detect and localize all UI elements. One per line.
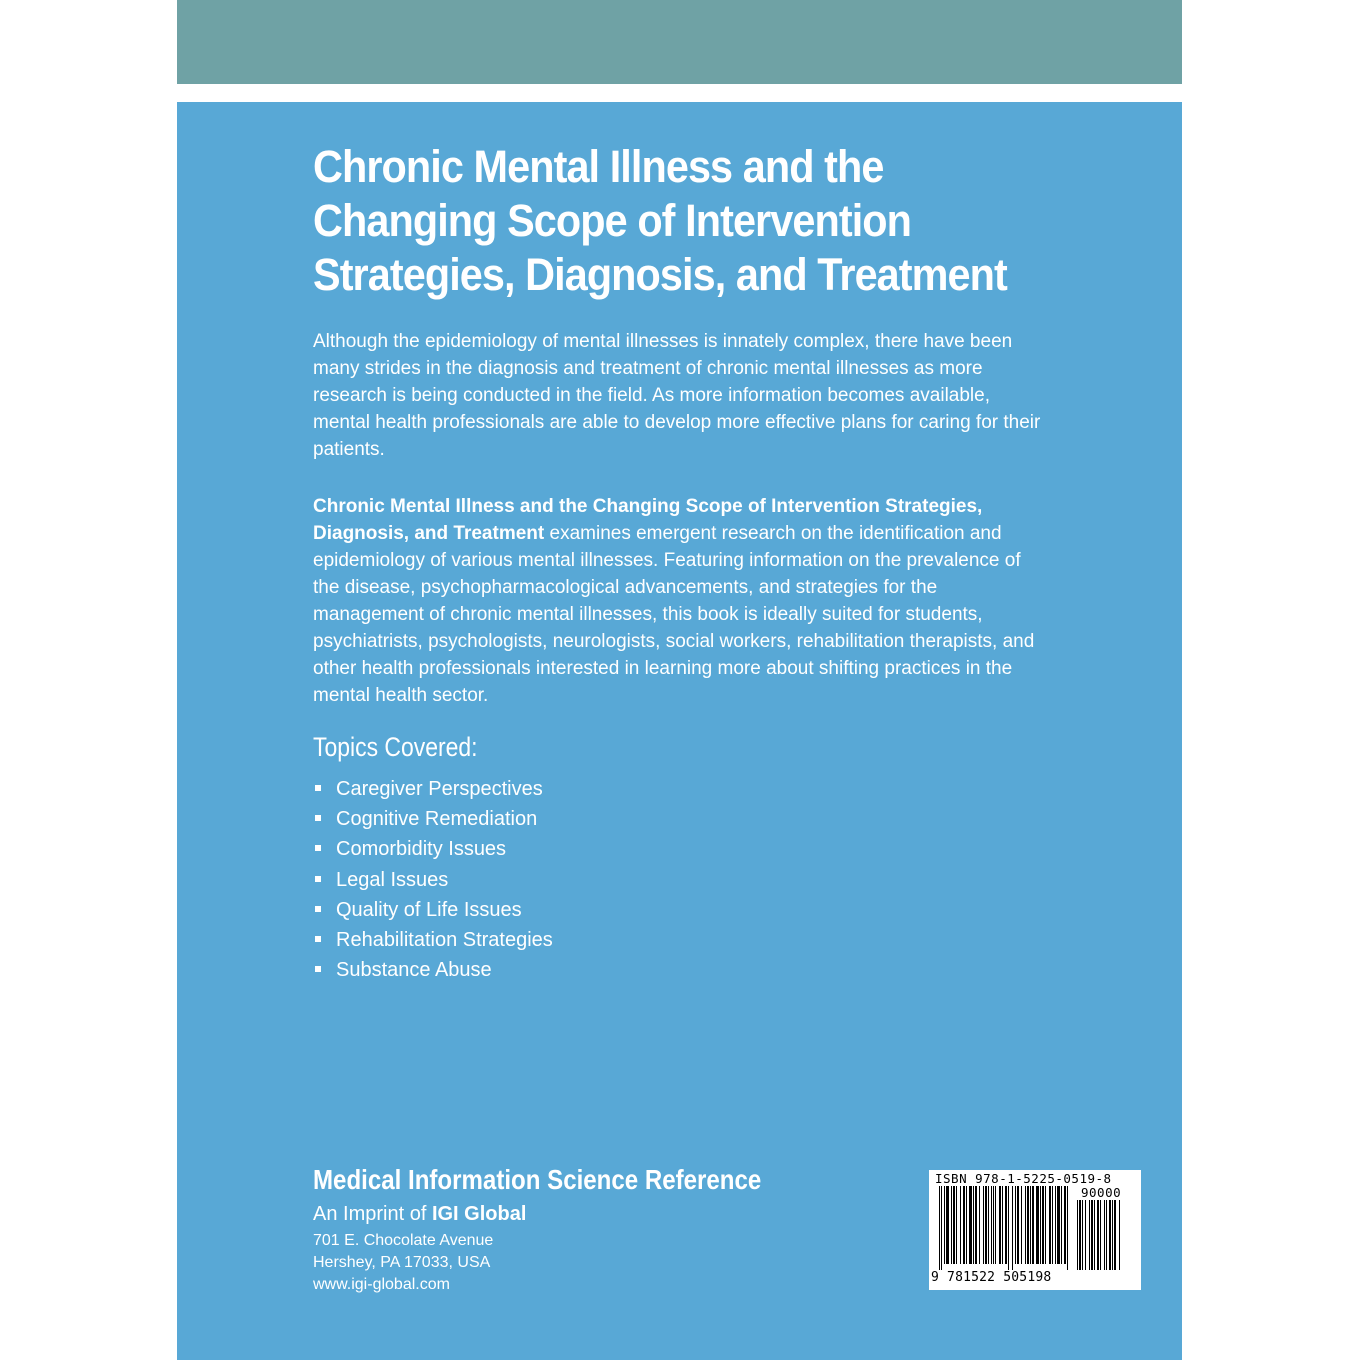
barcode-bar bbox=[1025, 1186, 1026, 1264]
bullet-icon bbox=[315, 876, 321, 882]
description-paragraph bbox=[313, 493, 1043, 709]
barcode-bar bbox=[1008, 1186, 1009, 1270]
bullet-icon bbox=[315, 966, 321, 972]
barcode-bar bbox=[939, 1186, 940, 1270]
topic-item bbox=[313, 925, 553, 955]
topic-label: Comorbidity Issues bbox=[336, 838, 507, 861]
topic-label: Cognitive Remediation bbox=[336, 808, 538, 831]
publisher-name: IGI Global bbox=[431, 1203, 527, 1225]
intro-paragraph: Although the epidemiology of mental illnesses is innately complex, there have been many strides in the diagnosis and treatment of chronic mental illnesses as more research is being conducted in the field. As more information becomes available, mental health professionals are able to develop more effective plans for caring for their patients. bbox=[313, 331, 1041, 460]
price-code: 90000 bbox=[1081, 1185, 1122, 1200]
barcode-bar bbox=[975, 1186, 977, 1264]
barcode-bar bbox=[1021, 1186, 1022, 1264]
description-text: examines emergent research on the identification and epidemiology of various mental illnesses. Featuring information on the prevalence of the disease, psychopharmacological advancements, and strategies for the management of chronic mental illnesses, this book is ideally suited for students, psychiatrists, psychologists, neurologists, social workers, rehabilitation therapists, and other health professionals interested in learning more about shifting practices in the mental health sector. bbox=[313, 523, 1035, 706]
address-line-2: Hershey, PA 17033, USA bbox=[313, 1254, 491, 1271]
book-title bbox=[313, 140, 1067, 302]
back-cover bbox=[177, 102, 1182, 1360]
bullet-icon bbox=[315, 936, 321, 942]
barcode-bar bbox=[951, 1186, 952, 1264]
barcode-bar bbox=[999, 1186, 1001, 1264]
bullet-icon bbox=[315, 906, 321, 912]
imprint-prefix: An Imprint of bbox=[313, 1203, 432, 1225]
barcode-bar bbox=[969, 1186, 972, 1264]
topic-label: Rehabilitation Strategies bbox=[336, 928, 553, 951]
barcode-bar bbox=[1119, 1200, 1120, 1270]
barcode-bar bbox=[991, 1186, 992, 1264]
barcode-bar bbox=[1017, 1186, 1019, 1264]
barcode-bar bbox=[1061, 1186, 1062, 1264]
topic-label: Substance Abuse bbox=[336, 959, 492, 982]
barcode-bar bbox=[1100, 1200, 1101, 1270]
topic-item bbox=[313, 834, 553, 864]
barcode-bar bbox=[1040, 1186, 1041, 1264]
topic-item bbox=[313, 804, 553, 834]
barcode-bar bbox=[941, 1186, 942, 1270]
barcode-bar bbox=[979, 1186, 980, 1264]
barcode-bar bbox=[1109, 1200, 1111, 1270]
barcode-bar bbox=[995, 1186, 996, 1264]
publisher-website: www.igi-global.com bbox=[313, 1276, 450, 1293]
title-line-2: Changing Scope of Intervention bbox=[313, 195, 912, 246]
bullet-icon bbox=[315, 845, 321, 851]
barcode-bar bbox=[956, 1186, 957, 1264]
imprint-name: Medical Information Science Reference bbox=[313, 1164, 762, 1195]
barcode-bar bbox=[985, 1186, 987, 1264]
barcode-bar bbox=[1104, 1200, 1105, 1270]
imprint-line bbox=[313, 1203, 526, 1226]
barcode-bar bbox=[1085, 1200, 1086, 1270]
top-band bbox=[177, 0, 1182, 84]
barcode-bar bbox=[1094, 1200, 1095, 1270]
barcode-bar bbox=[983, 1186, 984, 1264]
barcode-bar bbox=[1030, 1186, 1031, 1264]
barcode-bar bbox=[1114, 1200, 1116, 1270]
barcode-bar bbox=[960, 1186, 961, 1264]
barcode-bar bbox=[953, 1186, 955, 1264]
topic-label: Caregiver Perspectives bbox=[336, 778, 543, 800]
barcode-bar bbox=[973, 1186, 974, 1264]
barcode-bar bbox=[1097, 1200, 1099, 1270]
barcode-bar bbox=[1049, 1186, 1051, 1264]
bullet-icon bbox=[315, 815, 321, 821]
addon-barcode-bars bbox=[1077, 1200, 1137, 1272]
barcode-bar bbox=[1055, 1186, 1056, 1264]
topics-heading: Topics Covered: bbox=[313, 732, 478, 762]
description-bold-title: Chronic Mental Illness and the Changing Scope of Intervention Strategies, Diagnosis, and Treatment bbox=[313, 496, 983, 544]
barcode-bar bbox=[966, 1186, 967, 1264]
barcode-bar bbox=[1052, 1186, 1053, 1264]
barcode-bar bbox=[1032, 1186, 1034, 1264]
topic-label: Quality of Life Issues bbox=[336, 898, 522, 921]
barcode-bar bbox=[1089, 1200, 1090, 1270]
barcode-bar bbox=[946, 1186, 949, 1264]
ean-barcode-bars bbox=[939, 1186, 1071, 1272]
barcode-bar bbox=[1005, 1186, 1007, 1264]
topic-label: Legal Issues bbox=[336, 868, 449, 891]
barcode-bar bbox=[1045, 1186, 1046, 1264]
barcode-bar bbox=[1091, 1200, 1093, 1270]
isbn-label: ISBN 978-1-5225-0519-8 bbox=[935, 1171, 1112, 1186]
bullet-icon bbox=[315, 785, 321, 791]
title-line-3: Strategies, Diagnosis, and Treatment bbox=[313, 249, 1007, 300]
topic-item bbox=[313, 774, 553, 804]
barcode-bar bbox=[1002, 1186, 1003, 1264]
title-line-1: Chronic Mental Illness and the bbox=[313, 141, 884, 192]
ean-digits: 9 781522 505198 bbox=[931, 1270, 1052, 1285]
barcode-bar bbox=[944, 1186, 945, 1264]
barcode-bar bbox=[1112, 1200, 1113, 1270]
barcode-bar bbox=[1079, 1200, 1081, 1270]
barcode-bar bbox=[1077, 1200, 1078, 1270]
barcode-bar bbox=[1015, 1186, 1016, 1264]
topics-list bbox=[313, 774, 553, 985]
barcode-bar bbox=[1027, 1186, 1029, 1264]
topic-item bbox=[313, 865, 553, 895]
isbn-barcode bbox=[929, 1170, 1141, 1290]
barcode-bar bbox=[988, 1186, 989, 1264]
barcode-bar bbox=[1042, 1186, 1044, 1264]
barcode-bar bbox=[993, 1186, 994, 1264]
topic-item bbox=[313, 955, 553, 985]
barcode-bar bbox=[1057, 1186, 1060, 1264]
barcode-bar bbox=[1067, 1186, 1068, 1270]
barcode-bar bbox=[1012, 1186, 1013, 1270]
barcode-bar bbox=[1106, 1200, 1107, 1270]
address-line-1: 701 E. Chocolate Avenue bbox=[313, 1232, 494, 1249]
barcode-bar bbox=[1082, 1200, 1083, 1270]
barcode-bar bbox=[963, 1186, 965, 1264]
topic-item bbox=[313, 895, 553, 925]
barcode-bar bbox=[1036, 1186, 1039, 1264]
barcode-bar bbox=[1064, 1186, 1066, 1264]
